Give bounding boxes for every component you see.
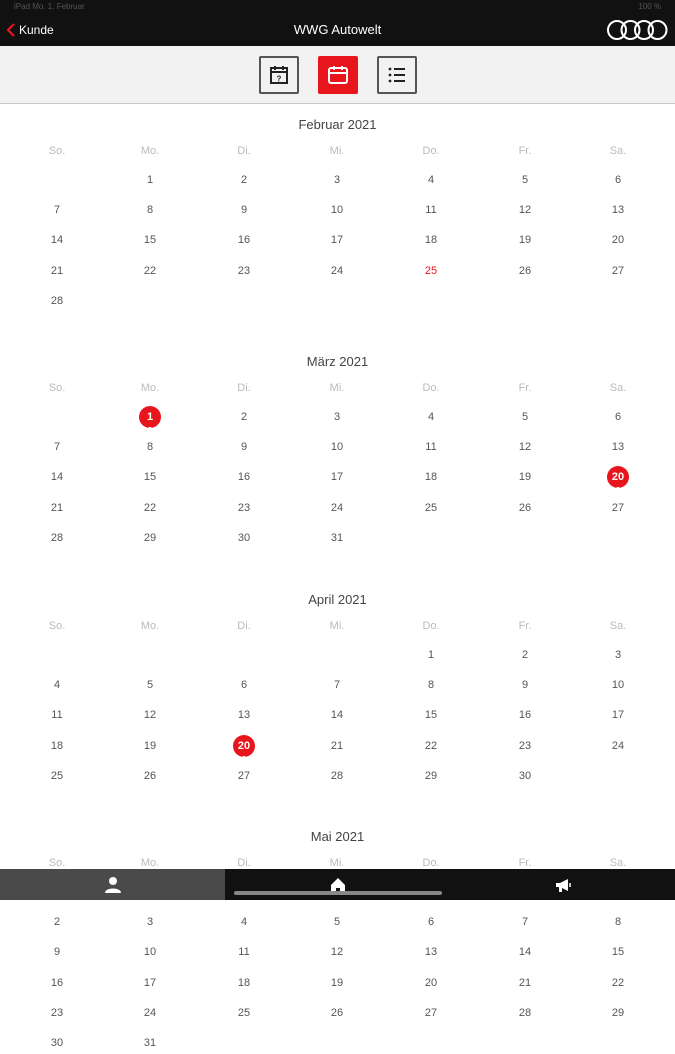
- calendar-day[interactable]: 3: [333, 411, 341, 423]
- weekday-label: Di.: [237, 620, 251, 632]
- status-bar: [0, 0, 675, 14]
- calendar-day[interactable]: 18: [50, 739, 64, 752]
- calendar-day[interactable]: 10: [330, 441, 344, 454]
- tab-home[interactable]: [225, 869, 450, 900]
- svg-text:?: ?: [276, 74, 282, 84]
- calendar-day[interactable]: 30: [50, 1037, 64, 1049]
- calendar-day[interactable]: 2: [53, 916, 61, 929]
- calendar-day[interactable]: 4: [427, 174, 435, 186]
- calendar-day[interactable]: 24: [611, 739, 625, 752]
- calendar-day[interactable]: 24: [330, 501, 344, 514]
- weekday-label: Fr.: [518, 620, 532, 632]
- calendar-day[interactable]: 17: [330, 471, 344, 484]
- list-icon: [386, 64, 408, 86]
- home-indicator: [234, 891, 442, 895]
- calendar-day[interactable]: 23: [50, 1006, 64, 1019]
- weekday-label: Do.: [422, 857, 440, 869]
- weekday-label: Di.: [237, 857, 251, 869]
- weekday-label: Sa.: [609, 620, 627, 632]
- calendar-day[interactable]: 25: [424, 264, 438, 277]
- month-title: Mai 2021: [310, 829, 365, 844]
- weekday-label: So.: [48, 382, 66, 394]
- calendar-day-event[interactable]: 20: [233, 735, 255, 757]
- calendar-day[interactable]: 22: [424, 739, 438, 752]
- weekday-label: Mo.: [140, 145, 160, 157]
- calendar-day[interactable]: 14: [50, 234, 64, 247]
- weekday-label: So.: [48, 145, 66, 157]
- calendar-day[interactable]: 19: [330, 976, 344, 989]
- calendar-day[interactable]: 8: [146, 441, 154, 454]
- calendar-day[interactable]: 12: [518, 204, 532, 217]
- calendar-day[interactable]: 2: [240, 174, 248, 186]
- view-toolbar: [0, 46, 675, 104]
- calendar-day[interactable]: 23: [237, 264, 251, 277]
- calendar-day[interactable]: 27: [424, 1006, 438, 1019]
- calendar-day[interactable]: 1: [427, 649, 435, 661]
- calendar-day[interactable]: 1: [146, 174, 154, 186]
- weekday-label: Mi.: [329, 620, 345, 632]
- weekday-label: Mi.: [329, 857, 345, 869]
- calendar-day[interactable]: 28: [330, 769, 344, 782]
- calendar-day[interactable]: 4: [240, 916, 248, 929]
- calendar-day[interactable]: 30: [518, 769, 532, 782]
- calendar-day[interactable]: 10: [330, 204, 344, 217]
- weekday-label: Fr.: [518, 857, 532, 869]
- calendar-day[interactable]: 12: [518, 441, 532, 454]
- calendar-day[interactable]: 10: [143, 946, 157, 959]
- back-label: Kunde: [19, 23, 54, 37]
- calendar-day[interactable]: 2: [240, 411, 248, 423]
- calendar-day[interactable]: 16: [50, 976, 64, 989]
- calendar-day[interactable]: 18: [424, 471, 438, 484]
- calendar-day[interactable]: 26: [330, 1006, 344, 1019]
- calendar-day[interactable]: 22: [143, 264, 157, 277]
- calendar-day[interactable]: 13: [611, 441, 625, 454]
- navigation-bar: [0, 14, 675, 46]
- weekday-label: Do.: [422, 620, 440, 632]
- calendar-day[interactable]: 9: [240, 441, 248, 454]
- weekday-label: Mi.: [329, 382, 345, 394]
- calendar-day[interactable]: 24: [330, 264, 344, 277]
- calendar-day[interactable]: 7: [53, 204, 61, 217]
- calendar-day[interactable]: 31: [330, 531, 344, 544]
- calendar-day[interactable]: 8: [427, 679, 435, 692]
- calendar-day[interactable]: 16: [237, 234, 251, 247]
- calendar-day[interactable]: 29: [611, 1006, 625, 1019]
- calendar-day[interactable]: 8: [614, 916, 622, 929]
- calendar-day[interactable]: 4: [53, 679, 61, 692]
- weekday-label: Mo.: [140, 382, 160, 394]
- weekday-label: Sa.: [609, 145, 627, 157]
- month-title: April 2021: [308, 592, 367, 607]
- calendar-day[interactable]: 27: [237, 769, 251, 782]
- calendar-day[interactable]: 14: [518, 946, 532, 959]
- calendar-day[interactable]: 5: [333, 916, 341, 929]
- calendar-day[interactable]: 25: [424, 501, 438, 514]
- list-view-button[interactable]: [377, 56, 417, 94]
- calendar-day[interactable]: 21: [330, 739, 344, 752]
- calendar-day-event[interactable]: 20: [607, 466, 629, 488]
- calendar-day[interactable]: 3: [146, 916, 154, 929]
- calendar-day[interactable]: 15: [611, 946, 625, 959]
- weekday-label: Di.: [237, 145, 251, 157]
- calendar-day[interactable]: 9: [521, 679, 529, 692]
- calendar-day[interactable]: 7: [53, 441, 61, 454]
- calendar-day[interactable]: 2: [521, 649, 529, 661]
- battery-status: 100 %: [638, 2, 661, 11]
- calendar-day[interactable]: 19: [518, 234, 532, 247]
- calendar-question-button[interactable]: [259, 56, 299, 94]
- megaphone-icon: [554, 876, 572, 894]
- calendar-day[interactable]: 9: [240, 204, 248, 217]
- calendar-day[interactable]: 13: [237, 709, 251, 722]
- calendar-day[interactable]: 22: [143, 501, 157, 514]
- calendar-day[interactable]: 30: [237, 531, 251, 544]
- calendar-day[interactable]: 31: [143, 1037, 157, 1049]
- person-icon: [104, 876, 122, 894]
- calendar-question-icon: [268, 64, 290, 86]
- calendar-day[interactable]: 26: [518, 501, 532, 514]
- calendar-day[interactable]: 7: [521, 916, 529, 929]
- calendar-day[interactable]: 25: [50, 769, 64, 782]
- weekday-label: Di.: [237, 382, 251, 394]
- weekday-label: Mo.: [140, 857, 160, 869]
- calendar-day[interactable]: 4: [427, 411, 435, 423]
- calendar-day[interactable]: 23: [237, 501, 251, 514]
- calendar-day[interactable]: 11: [238, 946, 250, 959]
- calendar-day[interactable]: 6: [240, 679, 248, 692]
- calendar-day[interactable]: 8: [146, 204, 154, 217]
- calendar-day[interactable]: 27: [611, 501, 625, 514]
- calendar-day[interactable]: 21: [50, 264, 64, 277]
- calendar-day[interactable]: 17: [611, 709, 625, 722]
- month-title: Februar 2021: [298, 117, 377, 132]
- weekday-label: Fr.: [518, 382, 532, 394]
- calendar-day[interactable]: 16: [237, 471, 251, 484]
- calendar-day[interactable]: 11: [51, 709, 63, 722]
- calendar-day[interactable]: 15: [143, 471, 157, 484]
- calendar-scroll-area[interactable]: [0, 105, 675, 1049]
- calendar-day[interactable]: 10: [611, 679, 625, 692]
- calendar-day[interactable]: 13: [611, 204, 625, 217]
- calendar-day[interactable]: 12: [330, 946, 344, 959]
- calendar-view-button[interactable]: [318, 56, 358, 94]
- calendar-day[interactable]: 11: [425, 441, 437, 454]
- calendar-day[interactable]: 19: [143, 739, 157, 752]
- weekday-label: Do.: [422, 145, 440, 157]
- weekday-label: So.: [48, 857, 66, 869]
- calendar-day[interactable]: 6: [614, 174, 622, 186]
- calendar-day[interactable]: 5: [521, 174, 529, 186]
- calendar-day[interactable]: 9: [53, 946, 61, 959]
- calendar-day[interactable]: 6: [614, 411, 622, 423]
- weekday-label: Sa.: [609, 857, 627, 869]
- weekday-label: So.: [48, 620, 66, 632]
- calendar-day[interactable]: 5: [521, 411, 529, 423]
- calendar-day[interactable]: 13: [424, 946, 438, 959]
- weekday-label: Do.: [422, 382, 440, 394]
- calendar-day[interactable]: 6: [427, 916, 435, 929]
- weekday-label: Fr.: [518, 145, 532, 157]
- calendar-day[interactable]: 27: [611, 264, 625, 277]
- calendar-day[interactable]: 11: [425, 204, 437, 217]
- tab-news[interactable]: [450, 869, 675, 900]
- calendar-day[interactable]: 26: [143, 769, 157, 782]
- calendar-day[interactable]: 29: [424, 769, 438, 782]
- calendar-day[interactable]: 3: [614, 649, 622, 661]
- weekday-label: Mo.: [140, 620, 160, 632]
- calendar-day[interactable]: 17: [330, 234, 344, 247]
- calendar-day[interactable]: 18: [424, 234, 438, 247]
- page-title: WWG Autowelt: [293, 22, 382, 37]
- calendar-day[interactable]: 15: [143, 234, 157, 247]
- calendar-day[interactable]: 28: [50, 531, 64, 544]
- weekday-label: Mi.: [329, 145, 345, 157]
- calendar-icon: [327, 64, 349, 86]
- audi-rings-logo: [606, 18, 668, 42]
- status-left: iPad Mo. 1. Februar: [14, 2, 85, 11]
- calendar-day[interactable]: 29: [143, 531, 157, 544]
- calendar-day[interactable]: 14: [50, 471, 64, 484]
- calendar-day[interactable]: 7: [333, 679, 341, 692]
- month-title: März 2021: [306, 354, 369, 369]
- calendar-day[interactable]: 26: [518, 264, 532, 277]
- calendar-day[interactable]: 5: [146, 679, 154, 692]
- calendar-day[interactable]: 3: [333, 174, 341, 186]
- calendar-day[interactable]: 20: [611, 234, 625, 247]
- calendar-day[interactable]: 25: [237, 1006, 251, 1019]
- calendar-day[interactable]: 20: [424, 976, 438, 989]
- calendar-day[interactable]: 12: [143, 709, 157, 722]
- calendar-day[interactable]: 21: [518, 976, 532, 989]
- calendar-day[interactable]: 18: [237, 976, 251, 989]
- calendar-day[interactable]: 15: [424, 709, 438, 722]
- calendar-day[interactable]: 28: [518, 1006, 532, 1019]
- calendar-day[interactable]: 24: [143, 1006, 157, 1019]
- tab-bar: [0, 869, 675, 900]
- calendar-day[interactable]: 17: [143, 976, 157, 989]
- weekday-label: Sa.: [609, 382, 627, 394]
- calendar-day[interactable]: 23: [518, 739, 532, 752]
- calendar-day[interactable]: 16: [518, 709, 532, 722]
- calendar-day[interactable]: 14: [330, 709, 344, 722]
- calendar-day[interactable]: 28: [50, 294, 64, 307]
- calendar-day[interactable]: 22: [611, 976, 625, 989]
- calendar-day[interactable]: 21: [50, 501, 64, 514]
- calendar-day-event[interactable]: 1: [139, 406, 161, 428]
- tab-customer[interactable]: [0, 869, 225, 900]
- calendar-day[interactable]: 19: [518, 471, 532, 484]
